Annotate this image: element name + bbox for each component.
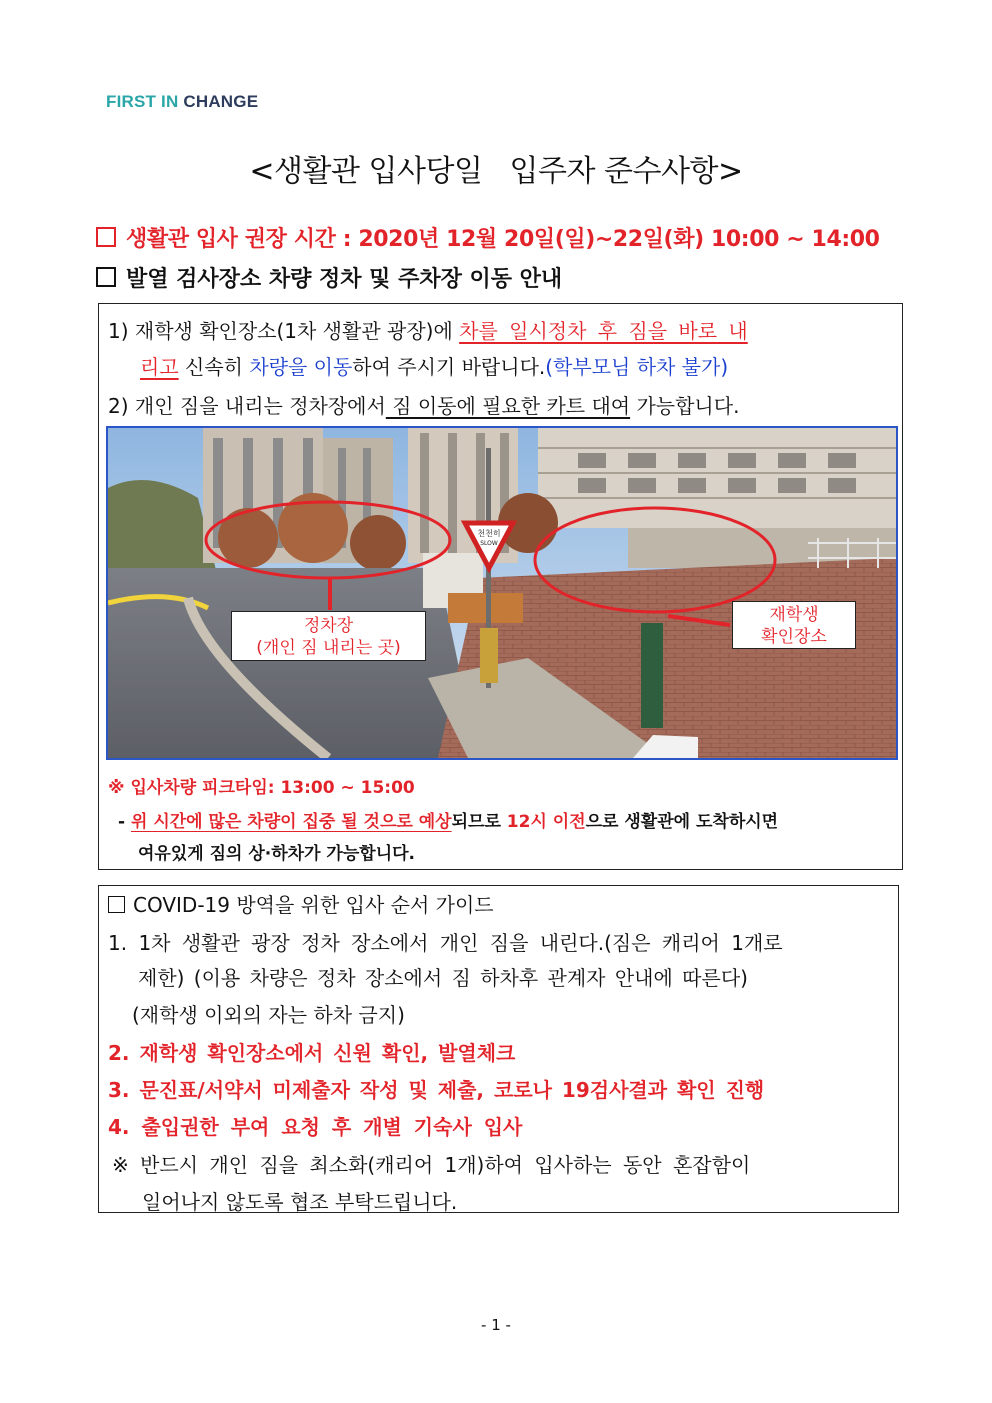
covid-step2: 2. 재학생 확인장소에서 신원 확인, 발열체크 [108, 1041, 516, 1065]
covid-step1-line2: 제한) (이용 차량은 정차 장소에서 짐 하차후 관계자 안내에 따른다) [138, 966, 748, 990]
item1-text-f: 하여 주시기 바랍니다. [352, 355, 546, 379]
item1-text-c: 리고 [140, 355, 179, 379]
item1-text-a: 1) 재학생 확인장소(1차 생활관 광장)에 [108, 319, 460, 343]
parking-spot-label-line2: (개인 짐 내리는 곳) [256, 638, 401, 658]
covid-note-line2: 일어나지 않도록 협조 부탁드립니다. [142, 1190, 458, 1214]
item1-text-d: 신속히 [178, 355, 250, 379]
item1-line2 [140, 351, 728, 380]
covid-step4: 4. 출입권한 부여 요청 후 개별 기숙사 입사 [108, 1115, 523, 1139]
logo [106, 92, 258, 112]
heading-recommended-time [96, 222, 880, 253]
item1-text-e: 차량을 이동 [249, 355, 353, 379]
peak-time-note: ※ 입사차량 피크타임: 13:00 ~ 15:00 [108, 778, 415, 798]
parking-spot-label-line1: 정차장 [303, 616, 354, 636]
sign-text-2: SLOW [480, 540, 498, 547]
heading-parking-guide [96, 262, 562, 293]
checkbox-icon [96, 227, 116, 247]
checkpoint-label-line2: 확인장소 [761, 627, 827, 647]
peak-note-line2: 여유있게 짐의 상·하차가 가능합니다. [138, 844, 416, 864]
sign-text-1: 천천히 [477, 529, 501, 538]
logo-part1: FIRST IN [106, 92, 184, 111]
item2-text-c: 가능합니다. [630, 394, 740, 418]
peak-note-dash: - [118, 812, 131, 832]
item2-line [108, 390, 739, 419]
covid-note-line1: ※ 반드시 개인 짐을 최소화(캐리어 1개)하여 입사하는 동안 혼잡함이 [112, 1153, 751, 1177]
peak-note-a: 위 시간에 많은 차량이 집중 될 것으로 예상 [130, 812, 452, 832]
item2-text-a: 2) 개인 짐을 내리는 정차장에서 [108, 394, 386, 418]
peak-note-c: 12시 이전 [506, 812, 586, 832]
parking-spot-label [231, 611, 426, 661]
checkbox-icon [96, 267, 116, 287]
item1-text-g: (학부모님 하차 불가) [545, 355, 729, 379]
item2-text-b: 짐 이동에 필요한 카트 대여 [385, 394, 631, 418]
logo-part2: CHANGE [183, 92, 259, 111]
covid-heading [108, 889, 494, 918]
parking-area-photo [106, 426, 898, 760]
checkpoint-label [732, 601, 856, 649]
covid-step1-line3: (재학생 이외의 자는 하차 금지) [132, 1003, 405, 1027]
covid-step1-line1: 1. 1차 생활관 광장 정차 장소에서 개인 짐을 내린다.(짐은 캐리어 1개로 [108, 931, 783, 955]
peak-note-b: 되므로 [451, 812, 507, 832]
item1-text-b: 차를 일시정차 후 짐을 바로 내 [459, 319, 748, 343]
peak-note-line1 [118, 807, 778, 832]
heading-parking-guide-text: 발열 검사장소 차량 정차 및 주차장 이동 안내 [126, 267, 563, 292]
checkpoint-label-line1: 재학생 [769, 605, 819, 625]
covid-heading-text: COVID-19 방역을 위한 입사 순서 가이드 [133, 893, 494, 917]
heading-recommended-time-text: 생활관 입사 권장 시간 : 2020년 12월 20일(일)~22일(화) 10:00 ~ 14:00 [126, 227, 880, 252]
page-title: <생활관 입사당일 입주자 준수사항> [249, 154, 743, 189]
photo-illustration [108, 428, 896, 758]
covid-step3: 3. 문진표/서약서 미제출자 작성 및 제출, 코로나 19검사결과 확인 진행 [108, 1078, 765, 1102]
checkbox-icon [108, 896, 125, 913]
item1-line1 [108, 315, 748, 344]
page-number: - 1 - [481, 1316, 511, 1334]
peak-note-d: 으로 생활관에 도착하시면 [585, 812, 779, 832]
